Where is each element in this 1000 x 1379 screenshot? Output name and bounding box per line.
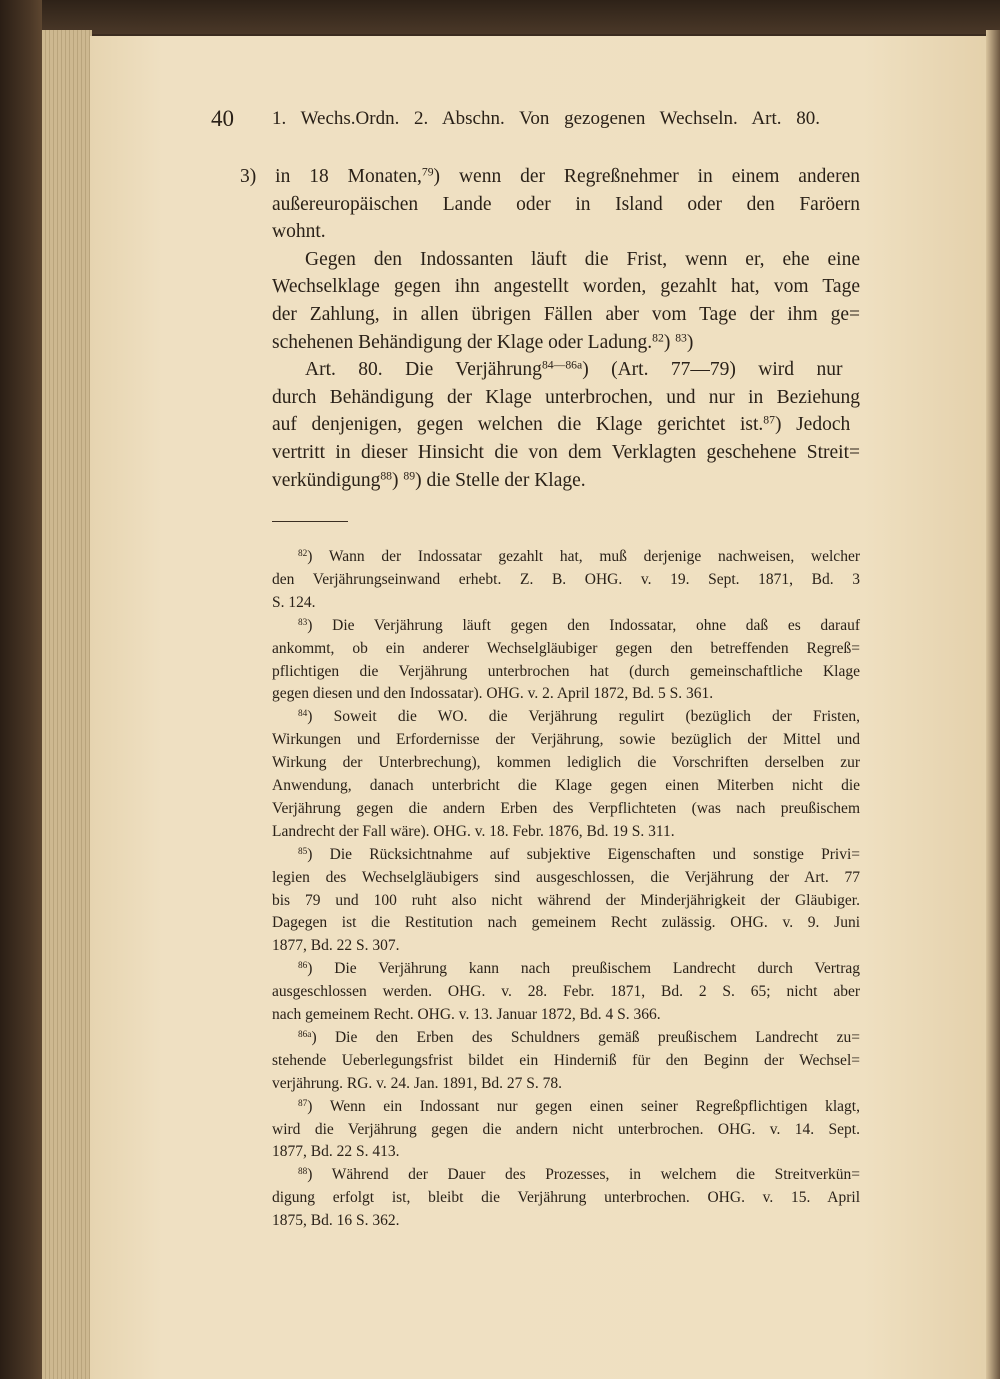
footnote-line <box>272 822 675 841</box>
footnote-text: 1875, Bd. 16 S. 362. <box>272 1212 400 1230</box>
footnote-reference: 87 <box>763 413 775 427</box>
footnote-line <box>272 868 860 887</box>
footnote-line <box>272 1142 399 1161</box>
book-top-edge <box>0 0 1000 34</box>
footnote-text: 1877, Bd. 22 S. 413. <box>272 1143 400 1161</box>
footnote-first-line: $^{85}$) Die Rücksichtnahme auf subjektive Eigenschaften und sonstige Privi= <box>298 845 860 863</box>
footnote-text: Die den Erben des Schuldners gemäß preußischem Landrecht zu= <box>334 1028 860 1046</box>
footnote-text: Landrecht der Fall wäre). OHG. v. 18. Febr. 1876, Bd. 19 S. 311. <box>272 822 675 840</box>
footnote-line <box>272 1211 399 1230</box>
footnote-first-line: $^{84}$) Soweit die WO. die Verjährung regulirt (bezüglich der Fristen, <box>298 708 860 726</box>
footnote-line <box>272 593 316 612</box>
footnote-marker: 83 <box>298 617 308 628</box>
text-run: vertritt in dieser Hinsicht die von dem Verklagten geschehene Streit= <box>272 442 860 463</box>
footnote-text: nach gemeinem Recht. OHG. v. 13. Januar 1872, Bd. 4 S. 366. <box>272 1006 661 1023</box>
footnote-text: gegen diesen und den Indossatar). OHG. v. 2. April 1872, Bd. 5 S. 361. <box>272 685 714 703</box>
text-run: ) <box>686 331 694 353</box>
footnote-marker: 82 <box>298 548 308 559</box>
footnote-marker: 87 <box>298 1098 308 1109</box>
text-run: ) die Stelle der Klage. <box>415 469 586 491</box>
body-line <box>272 386 860 410</box>
footnote-marker: 86a <box>298 1029 312 1040</box>
body-line <box>240 165 860 189</box>
footnote-first-line: $^{87}$) Wenn ein Indossant nur gegen einen seiner Regreßpflichtigen klagt, <box>298 1097 860 1115</box>
footnote-line <box>272 799 860 818</box>
footnote-text: Verjährung gegen die andern Erben des Verpflichteten (was nach preußischem <box>272 799 860 817</box>
footnote-line <box>272 639 860 658</box>
footnote-line <box>272 662 860 681</box>
body-line <box>272 193 860 217</box>
footnote-text: den Verjährungseinwand erhebt. Z. B. OHG. v. 19. Sept. 1871, Bd. 3 <box>272 570 860 588</box>
text-run: der Zahlung, in allen übrigen Fällen aber vom Tage der ihm ge= <box>272 304 860 325</box>
text-run: Gegen den Indossanten läuft die Frist, wenn er, ehe eine <box>305 248 860 270</box>
body-line <box>272 220 326 244</box>
footnote-text: stehende Ueberlegungsfrist bildet ein Hinderniß für den Beginn der Wechsel= <box>272 1051 860 1069</box>
footnote-text: digung erfolgt ist, bleibt die Verjährung unterbrochen. OHG. v. 15. April <box>272 1189 860 1207</box>
body-line <box>272 275 860 299</box>
footnote-text: S. 124. <box>272 593 316 611</box>
page-number: 40 <box>211 106 234 131</box>
footnote-text: Anwendung, danach unterbricht die Klage gegen einen Miterben nicht die <box>272 777 860 794</box>
text-run: ) <box>663 331 676 353</box>
footnote-first-line: $^{83}$) Die Verjährung läuft gegen den Indossatar, ohne daß es darauf <box>298 616 860 634</box>
footnote-line <box>272 753 860 772</box>
body-line <box>272 331 693 355</box>
footnote-text: Wirkung der Unterbrechung), kommen lediglich die Vorschriften derselben zur <box>272 754 860 772</box>
footnote-text: pflichtigen die Verjährung unterbrochen hat (durch gemeinschaftliche Klage <box>272 662 860 680</box>
footnote-text: Wenn ein Indossant nur gegen einen seiner Regreßpflichtigen klagt, <box>329 1097 860 1115</box>
footnote-first-line: $^{86a}$) Die den Erben des Schuldners gemäß preußischem Landrecht zu= <box>298 1028 860 1046</box>
text-run: ) wenn der Regreßnehmer in einem anderen <box>433 166 860 187</box>
footnote-line <box>272 1005 661 1024</box>
text-run: schehenen Behändigung der Klage oder Ladung. <box>272 331 653 353</box>
footnote-line <box>272 913 860 932</box>
footnote-line <box>272 1188 860 1207</box>
footnote-line <box>272 1120 860 1139</box>
footnote-line <box>272 684 713 703</box>
footnote-reference: 79 <box>421 165 434 179</box>
footnote-marker: 88 <box>298 1167 308 1178</box>
footnote-text: Wann der Indossatar gezahlt hat, muß derjenige nachweisen, welcher <box>328 548 860 565</box>
text-run: Art. 80. Die Verjährung <box>305 359 542 381</box>
footnote-text: Die Verjährung läuft gegen den Indossatar, ohne daß es darauf <box>332 616 860 634</box>
footnote-text: Die Verjährung kann nach preußischem Landrecht durch Vertrag <box>334 960 860 978</box>
page-edges <box>42 30 92 1379</box>
footnote-line <box>272 936 399 955</box>
body-line <box>305 358 842 382</box>
footnote-reference: 88 <box>380 469 393 483</box>
footnote-reference: 83 <box>675 331 687 345</box>
book-binding <box>0 0 42 1379</box>
footnote-text: 1877, Bd. 22 S. 307. <box>272 937 400 955</box>
footnote-text: Während der Dauer des Prozesses, in welchem die Streitverkün= <box>331 1166 860 1184</box>
footnote-first-line: $^{86}$) Die Verjährung kann nach preußischem Landrecht durch Vertrag <box>298 960 860 978</box>
text-run: ) <box>392 469 404 491</box>
footnote-text: Die Rücksichtnahme auf subjektive Eigenschaften und sonstige Privi= <box>329 845 860 863</box>
page-right-edge <box>986 30 1000 1379</box>
footnote-rule <box>272 521 348 522</box>
footnote-text: ankommt, ob ein anderer Wechselgläubiger gegen den betreffenden Regreß= <box>272 639 860 657</box>
footnote-marker: 85 <box>298 846 308 857</box>
footnote-line <box>272 570 860 589</box>
text-run: verkündigung <box>272 469 381 491</box>
footnote-text: Dagegen ist die Restitution nach gemeinem Recht zulässig. OHG. v. 9. Juni <box>272 914 860 932</box>
text-run: durch Behändigung der Klage unterbrochen, und nur in Beziehung <box>272 386 860 408</box>
footnote-text: bis 79 und 100 ruht also nicht während der Minderjährigkeit der Gläubiger. <box>272 891 860 909</box>
body-line <box>272 441 860 465</box>
footnote-reference: 82 <box>652 331 664 345</box>
footnote-first-line: $^{88}$) Während der Dauer des Prozesses, in welchem die Streitverkün= <box>298 1166 860 1184</box>
text-run: 3) in 18 Monaten, <box>240 166 422 187</box>
text-run: Wechselklage gegen ihn angestellt worden, gezahlt hat, vom Tage <box>272 276 860 298</box>
footnote-line <box>272 776 860 795</box>
footnote-text: legien des Wechselgläubigers sind ausgeschlossen, die Verjährung der Art. 77 <box>272 868 860 886</box>
body-line <box>272 413 850 437</box>
body-line <box>305 248 860 272</box>
footnote-reference: 89 <box>403 469 416 483</box>
text-run: wohnt. <box>272 221 326 243</box>
body-line <box>272 469 586 493</box>
body-line <box>272 303 860 327</box>
running-title: 1. Wechs.Ordn. 2. Abschn. Von gezogenen Wechseln. Art. 80. <box>272 108 820 129</box>
footnote-text: ausgeschlossen werden. OHG. v. 28. Febr. 1871, Bd. 2 S. 65; nicht aber <box>272 983 860 1001</box>
footnote-line <box>272 1074 562 1093</box>
footnote-text: verjährung. RG. v. 24. Jan. 1891, Bd. 27 S. 78. <box>272 1074 563 1092</box>
footnote-first-line: $^{82}$) Wann der Indossatar gezahlt hat, muß derjenige nachweisen, welcher <box>298 548 860 565</box>
footnote-text: Wirkungen und Erfordernisse der Verjährung, sowie bezüglich der Mittel und <box>272 731 860 749</box>
footnote-marker: 86 <box>298 961 308 972</box>
text-run: auf denjenigen, gegen welchen die Klage gerichtet ist. <box>272 414 764 436</box>
footnote-line <box>272 1051 860 1070</box>
footnote-line <box>272 891 860 910</box>
footnote-line <box>272 730 860 749</box>
footnote-marker: 84 <box>298 709 308 720</box>
footnote-reference: 84—86a <box>541 358 583 372</box>
footnote-text: wird die Verjährung gegen die andern nicht unterbrochen. OHG. v. 14. Sept. <box>272 1120 860 1138</box>
text-run: ) Jedoch <box>774 414 851 436</box>
footnote-line <box>272 982 860 1001</box>
text-run: außereuropäischen Lande oder in Island oder den Faröern <box>272 193 860 215</box>
text-run: ) (Art. 77—79) wird nur <box>582 359 843 381</box>
footnote-text: Soweit die WO. die Verjährung regulirt (bezüglich der Fristen, <box>333 708 860 726</box>
